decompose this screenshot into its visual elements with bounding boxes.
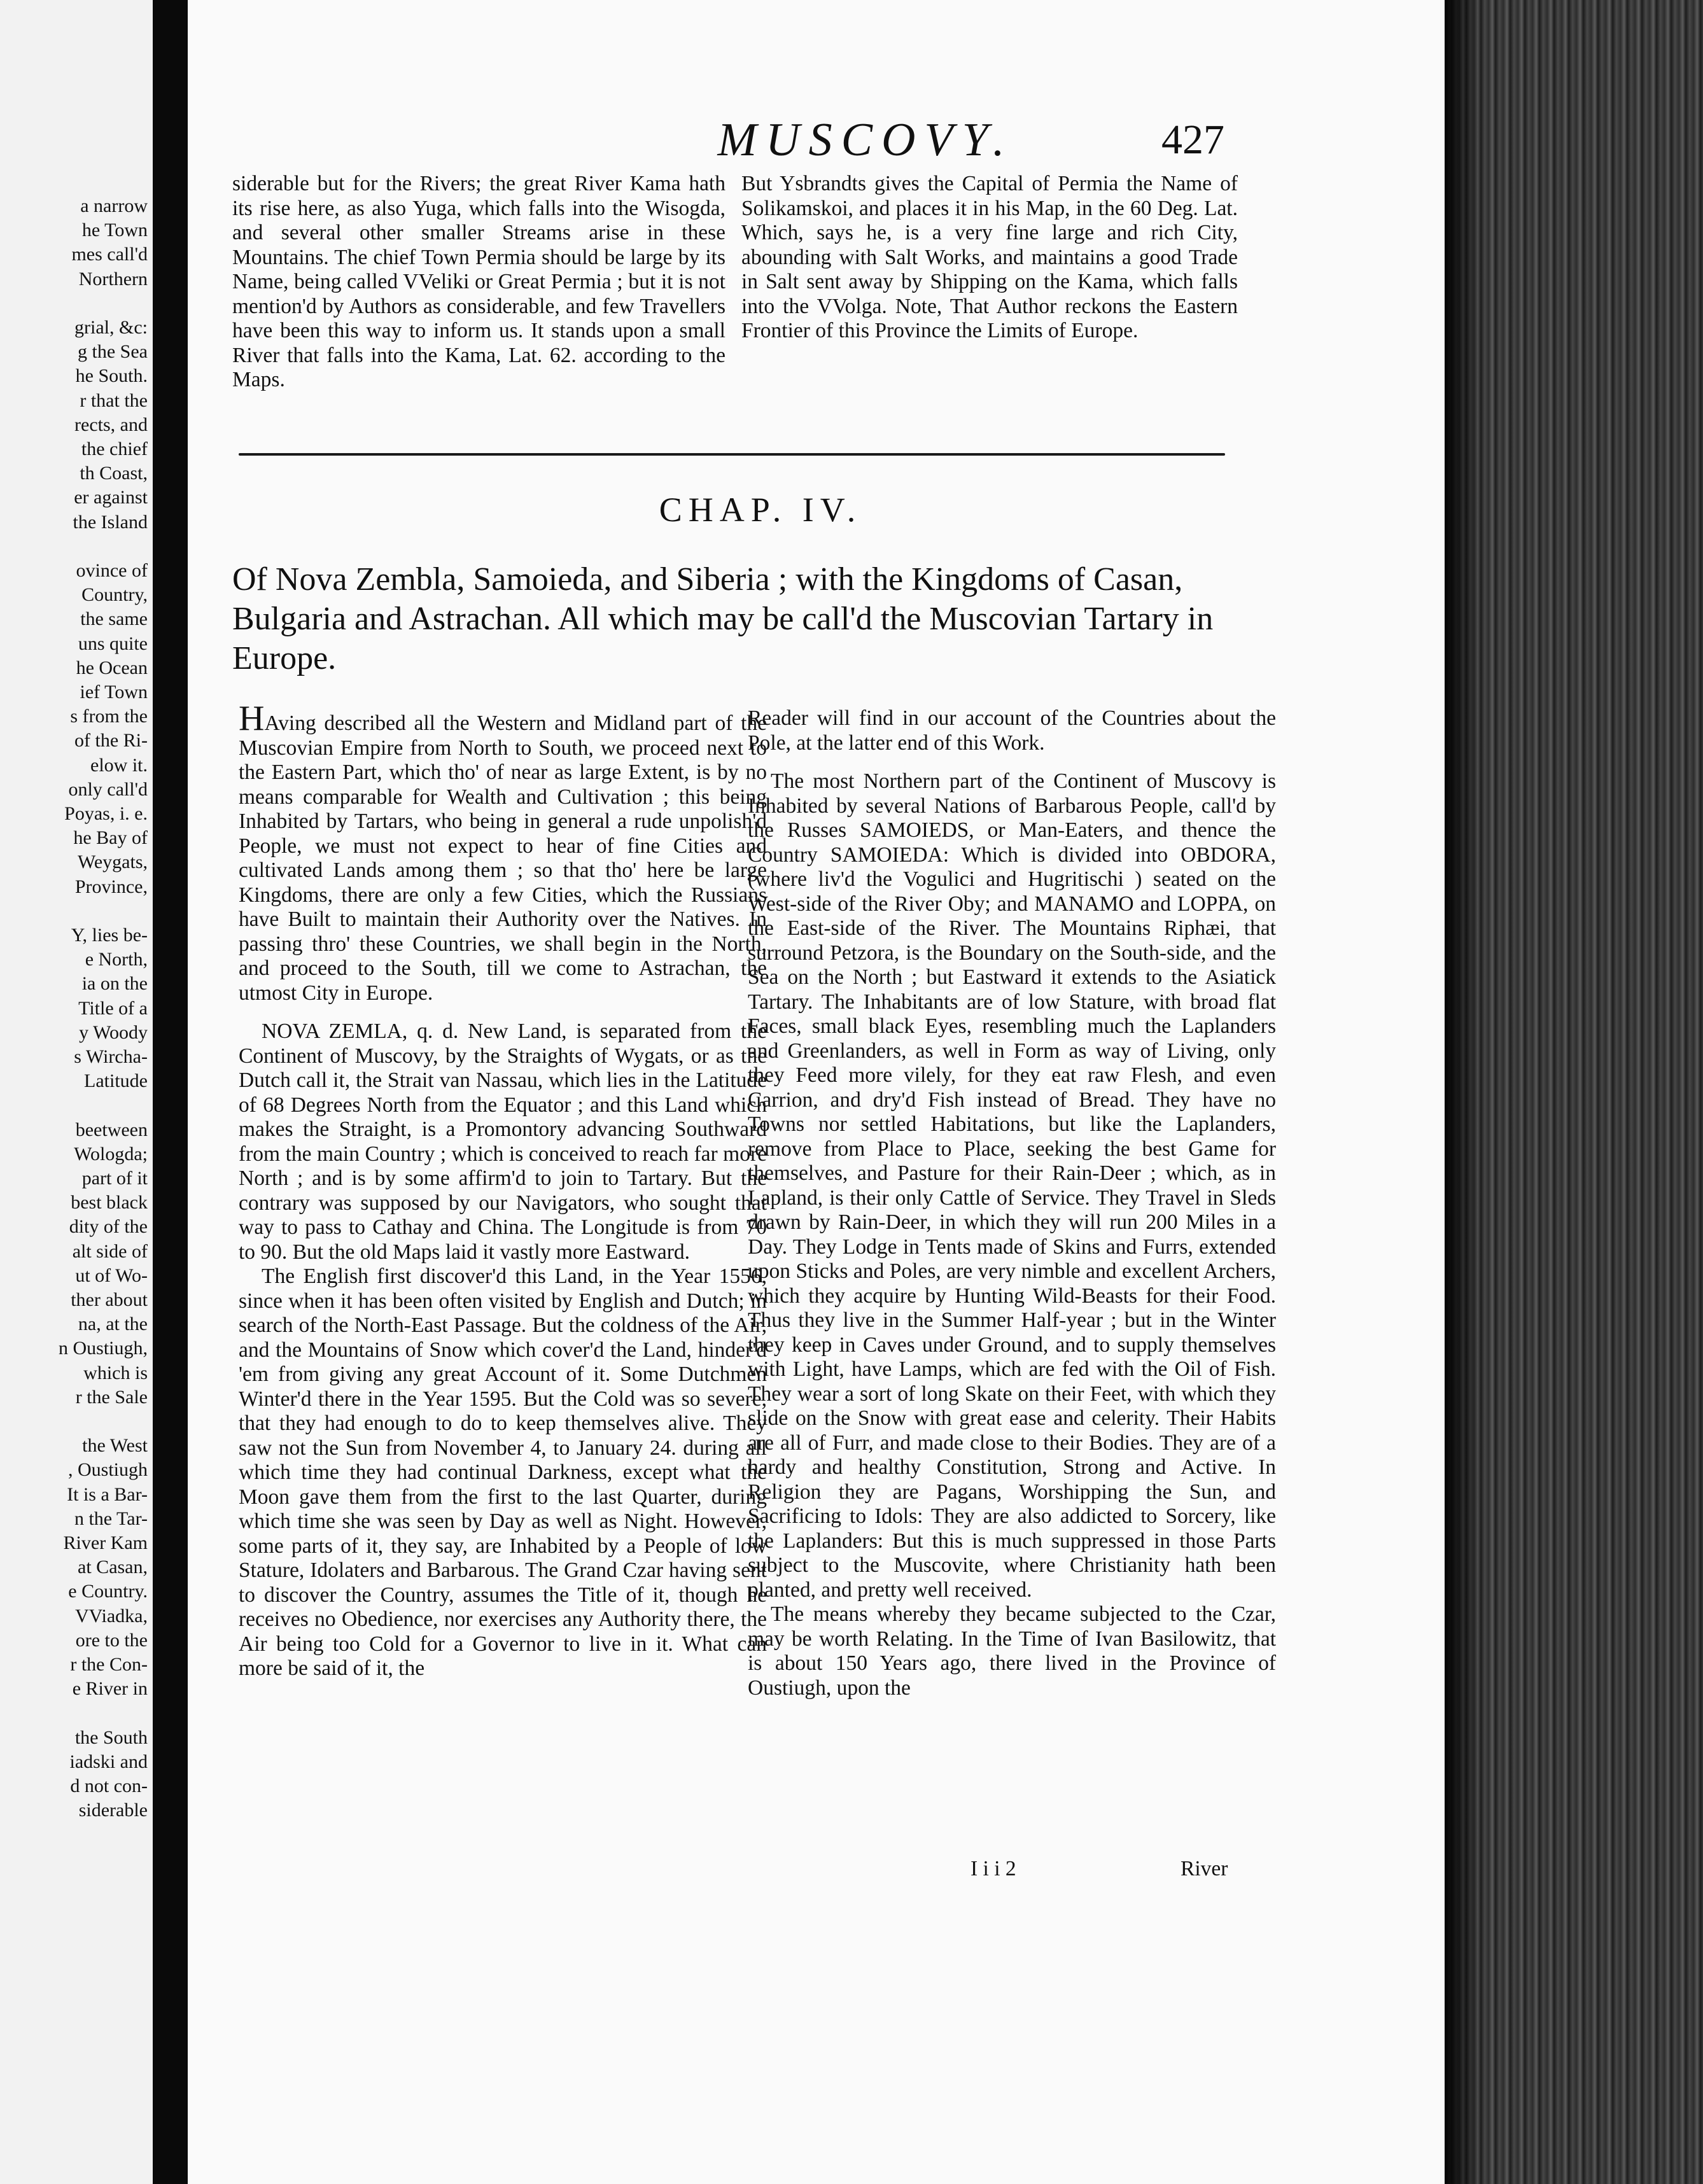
previous-page-line: only call'd [68,778,148,800]
previous-page-line: a narrow [80,195,148,216]
previous-page-line: na, at the [78,1313,148,1335]
drop-cap: H [239,699,265,738]
previous-page-line: the Island [73,511,148,533]
previous-page-line: he Ocean [76,657,148,678]
book-gutter [153,0,188,2184]
chapter-title: Of Nova Zembla, Samoieda, and Siberia ; with the Kingdoms of Casan, Bulgaria and Astrachan. All which may be call'd the Muscovian Tartary in Europe. [232,561,1214,676]
body-right-column [748,706,1276,1700]
previous-page-line: which is [83,1362,148,1383]
previous-page-line: Latitude [84,1070,148,1092]
previous-page-line: part of it [81,1168,148,1189]
previous-page-line: he Bay of [73,827,148,849]
previous-page-line: the same [80,608,148,630]
previous-page-line: n the Tar- [74,1508,148,1529]
section-rule [239,453,1225,456]
previous-page-line: the West [82,1435,148,1457]
previous-page-line: r that the [80,389,148,411]
previous-page-line: mes call'd [71,244,148,265]
previous-page-line: he South. [75,365,148,387]
previous-page-line: alt side of [72,1240,148,1262]
book-page [188,0,1445,2184]
previous-page-line: y Woody [79,1021,148,1043]
previous-page-line: uns quite [78,633,148,654]
previous-page-line: ut of Wo- [75,1264,148,1286]
previous-page-line: Weygats, [77,851,148,873]
previous-page-line: It is a Bar- [67,1483,148,1505]
previous-page-line: best black [71,1192,148,1214]
previous-page-line: ia on the [81,973,148,995]
paragraph: The means whereby they became subjected to the Czar, may be worth Relating. In the Time of Ivan Basilowitz, that is about 150 Years ago, there lived in the Province of Oustiugh, upon the [748,1602,1276,1700]
previous-page-line: e River in [72,1678,148,1700]
paragraph: siderable but for the Rivers; the great River Kama hath its rise here, as also Yuga, which falls into the Wisogda, and several other smaller Streams arise in these Mountains. The chief Town Permia should be large by its Name, being called VVeliki or Great Permia ; but it is not mention'd by Authors as considerable, and few Travellers have been this way to inform us. It stands upon a small River that falls into the Kama, Lat. 62. according to the Maps. [232,172,725,391]
previous-page-line: er against [74,487,148,508]
previous-page-line: ther about [71,1289,148,1310]
previous-page-line: Y, lies be- [71,925,148,946]
signature-mark: I i i 2 [971,1857,1016,1880]
previous-page-line: g the Sea [78,341,148,363]
paragraph: NOVA ZEMLA, q. d. New Land, is separated from the Continent of Muscovy, by the Straights of Wygats, or as the Dutch call it, the Strait van Nassau, which lies in the Latitude of 68 Degrees North from the Equator ; and this Land which makes the Straight, is a Promontory advancing Southward from the main Country ; which is conceived to reach far more North ; and is by some affirm'd to join to Tartary. But the contrary was supposed by our Navigators, who sought that way to pass to Cathay and China. The Longitude is from 70 to 90. But the old Maps laid it vastly more Eastward. [239,1019,767,1264]
previous-page-line: Northern [78,268,148,290]
previous-page-line: s from the [70,706,148,727]
previous-page-line: at Casan, [78,1557,148,1578]
paragraph: HAving described all the Western and Midland part of the Muscovian Empire from North to South, we proceed next to the Eastern Part, which tho' of near as large Extent, is by no means comparable for Wealth and Cultivation ; this being Inhabited by Tartars, who being in general a rude unpolish'd People, we must not expect to hear of fine Cities and cultivated Lands among them ; so that tho' here be large Kingdoms, there are only a few Cities, which the Russians have Built to maintain their Authority over the Natives. In passing thro' these Countries, we shall begin in the North, and proceed to the South, till we come to Astrachan, the utmost City in Europe. [239,699,767,1005]
paragraph: The English first discover'd this Land, in the Year 1556, since when it has been often visited by English and Dutch; in search of the North-East Passage. But the coldness of the Air, and the Mountains of Snow which cover'd the Land, hinder'd 'em from giving any great Account of it. Some Dutchmen Winter'd there in the Year 1595. But the Cold was so severe, that they had enough to do to keep themselves alive. They saw not the Sun from November 4, to January 24. during all which time they had continual Darkness, except what the Moon gave them from the first to the last Quarter, during which time she was seen by Day as well as Night. However, some parts of it, they say, are Inhabited by a People of low Stature, Idolaters and Barbarous. The Grand Czar having sent to discover the Country, assumes the Title of it, though he receives no Obedience, nor exercises any Authority there, the Air being too Cold for a Governor to live in it. What can more be said of it, the [239,1264,767,1680]
previous-page-line: grial, &c: [74,317,148,338]
previous-page [0,0,153,2184]
previous-page-line: Country, [81,584,148,606]
previous-page-line: River Kam [63,1532,148,1553]
previous-page-line: the chief [81,438,148,459]
previous-page-line: dity of the [69,1216,148,1238]
top-left-column [232,172,725,393]
previous-page-line: of the Ri- [74,730,148,752]
previous-page-line: Wologda; [74,1143,148,1165]
paragraph: But Ysbrandts gives the Capital of Permia the Name of Solikamskoi, and places it in his Map, in the 60 Deg. Lat. Which, says he, is a very fine large and rich City, abounding with Salt Works, and maintains a good Trade in Salt sent away by Shipping on the Kama, which falls into the VVolga. Note, That Author reckons the Eastern Frontier of this Province the Limits of Europe. [741,172,1238,342]
book-fore-edge [1445,0,1703,2184]
previous-page-line: r the Con- [70,1654,148,1675]
previous-page-line: he Town [81,220,148,241]
previous-page-line: e Country. [68,1581,148,1602]
previous-page-line: Title of a [78,997,148,1019]
body-left-column [239,699,767,1681]
previous-page-line: Poyas, i. e. [64,803,148,824]
previous-page-line: ovince of [76,560,148,581]
previous-page-line: , Oustiugh [67,1459,148,1481]
page-number: 427 [1161,116,1224,163]
previous-page-line: beetween [75,1119,148,1140]
previous-page-line: e North, [85,949,148,970]
top-right-column [741,172,1238,344]
previous-page-line: ore to the [75,1629,148,1651]
previous-page-line: ief Town [80,682,148,703]
paragraph: Reader will find in our account of the Countries about the Pole, at the latter end of this Work. [748,706,1276,755]
catchword: River [1181,1857,1228,1880]
previous-page-line: n Oustiugh, [58,1338,148,1359]
paragraph: The most Northern part of the Continent of Muscovy is Inhabited by several Nations of Barbarous People, call'd by the Russes SAMOIEDS, or Man-Eaters, and thence the Country SAMOIEDA: Which is divided into OBDORA, (where liv'd the Vogulici and Hugritischi ) seated on the West-side of the River Oby; and MANAMO and LOPPA, on the East-side of the River. The Mountains Riphæi, that surround Petzora, is the Boundary on the South-side, and the Sea on the North ; but Eastward it extends to the Asiatick Tartary. The Inhabitants are of low Stature, with broad flat Faces, small black Eyes, resembling much the Laplanders and Greenlanders, as well in Form as way of Living, only they Feed more vilely, for they eat raw Flesh, and even Carrion, and dry'd Fish instead of Bread. They have no Towns nor settled Habitations, but like the Laplanders, remove from Place to Place, seeking the best Game for themselves, and Pasture for their Rain-Deer ; which, as in Lapland, is their only Cattle of Service. They Travel in Sleds drawn by Rain-Deer, in which they will run 200 Miles in a Day. They Lodge in Tents made of Skins and Furrs, extended upon Sticks and Poles, are very nimble and excellent Archers, which they acquire by Hunting Wild-Beasts for their Food. Thus they live in the Summer Half-year ; but in the Winter they keep in Caves under Ground, and to supply themselves with Light, have Lamps, which are fed with the Oil of Fish. They wear a sort of long Skate on their Feet, with which they slide on the Snow with great ease and celerity. Their Habits are all of Furr, and made close to their Bodies. They are of a hardy and healthy Constitution, Strong and Active. In Religion they are Pagans, Worshipping the Sun, and Sacrificing to Idols: They are also addicted to Sorcery, like the Laplanders: But this is much suppressed in those Parts subject to the Muscovite, where Christianity hath been planted, and pretty well received. [748,769,1276,1602]
previous-page-line: rects, and [74,414,148,435]
previous-page-line: VViadka, [75,1605,148,1627]
previous-page-line: siderable [78,1800,148,1821]
previous-page-line: Province, [74,876,148,897]
previous-page-line: elow it. [90,754,148,776]
previous-page-line: d not con- [70,1775,148,1796]
previous-page-line: r the Sale [75,1386,148,1408]
running-head: MUSCOVY. [717,114,1014,166]
previous-page-line: th Coast, [80,463,148,484]
previous-page-line: the South [74,1726,148,1748]
chapter-heading: CHAP. IV. [659,491,862,529]
previous-page-line: iadski and [69,1751,148,1772]
previous-page-line: s Wircha- [74,1046,148,1067]
